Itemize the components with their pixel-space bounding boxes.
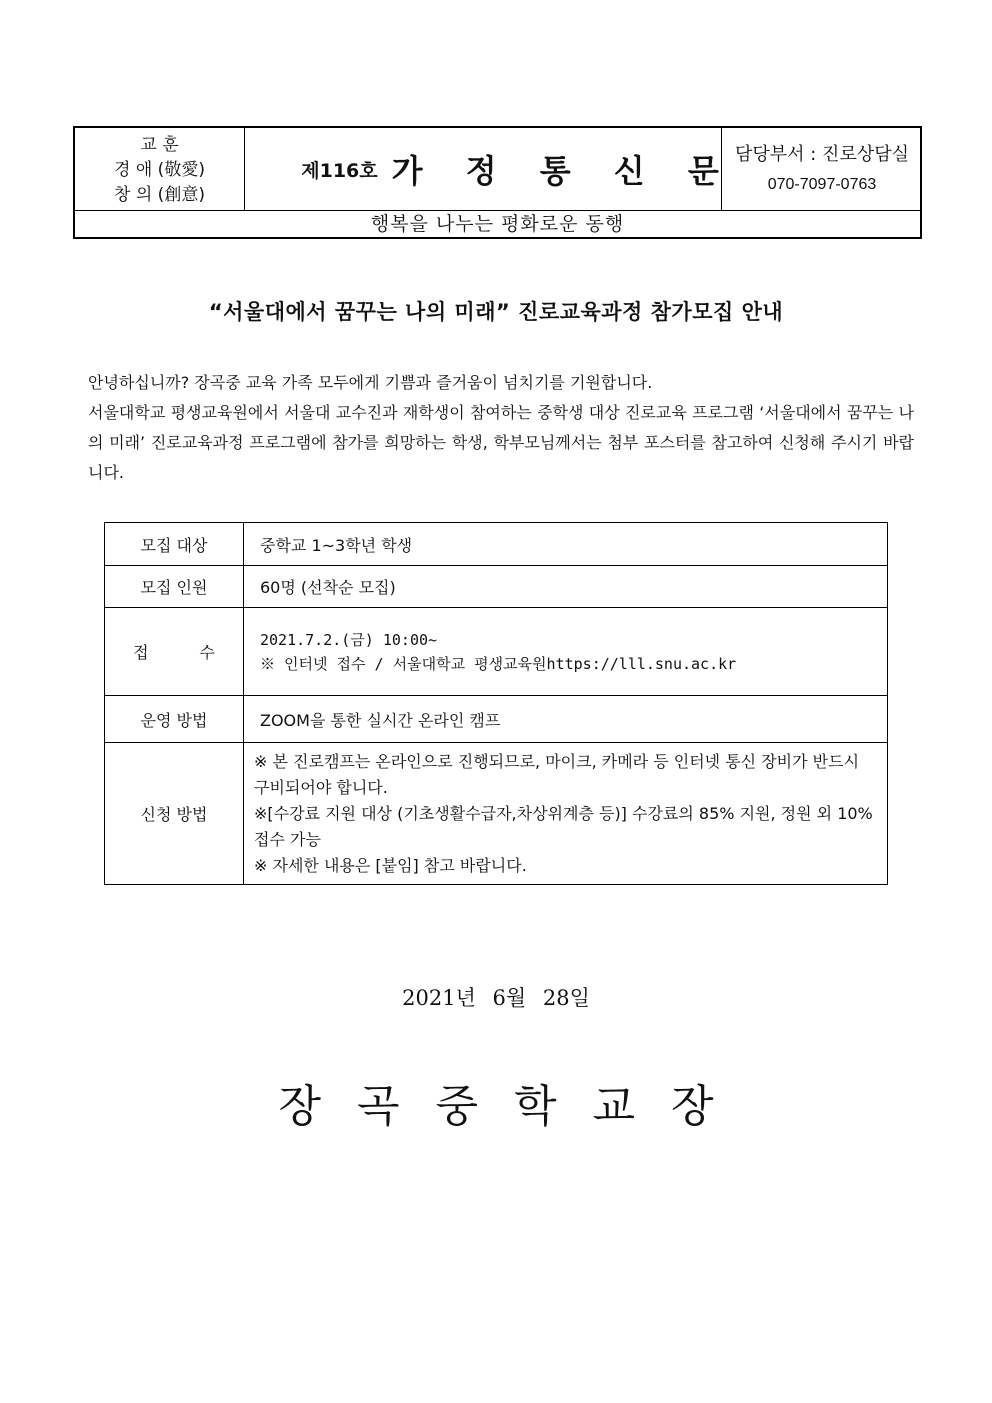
- issue-date: 2021년 6월 28일: [402, 986, 590, 1010]
- table-row: [105, 696, 888, 743]
- table-row: [105, 608, 888, 696]
- count-value: 60명 (선착순 모집): [244, 566, 888, 608]
- receipt-value: [244, 608, 888, 696]
- motto-line-1: 경 애 (敬愛): [114, 160, 205, 180]
- newsletter-header: [73, 126, 922, 239]
- table-row: [105, 523, 888, 566]
- department-info: [721, 128, 922, 210]
- receipt-date: 2021.7.2.(금) 10:00~: [260, 630, 438, 649]
- newsletter-title: 가 정 통 신 문: [391, 152, 735, 190]
- department-name: 담당부서 : 진로상담실: [735, 144, 909, 165]
- apply-line-1: ※ 본 진로캠프는 온라인으로 진행되므로, 마이크, 카메라 등 인터넷 통신 장비가 반드시 구비되어야 합니다.: [254, 751, 860, 797]
- table-row: [105, 743, 888, 885]
- target-label: 모집 대상: [105, 523, 244, 566]
- table-row: [105, 566, 888, 608]
- target-value: 중학교 1~3학년 학생: [244, 523, 888, 566]
- school-slogan: 행복을 나누는 평화로운 동행: [75, 210, 920, 237]
- body-text: [88, 368, 914, 488]
- receipt-label: 접 수: [105, 608, 244, 696]
- apply-value: [244, 743, 888, 885]
- motto-heading: 교 훈: [140, 135, 179, 155]
- motto-line-2: 창 의 (創意): [114, 185, 205, 205]
- apply-line-2: ※[수강료 지원 대상 (기초생활수급자,차상위계층 등)] 수강료의 85% 지원, 정원 외 10% 접수 가능: [254, 803, 873, 849]
- school-motto: [75, 128, 245, 210]
- count-label: 모집 인원: [105, 566, 244, 608]
- issue-number: 제116호: [301, 159, 378, 182]
- operation-value: ZOOM을 통한 실시간 온라인 캠프: [244, 696, 888, 743]
- operation-label: 운영 방법: [105, 696, 244, 743]
- greeting-paragraph: 안녕하십니까? 장곡중 교육 가족 모두에게 기쁨과 즐거움이 넘치기를 기원합니다.: [88, 373, 653, 392]
- recruitment-table: [104, 522, 888, 885]
- department-phone: 070-7097-0763: [767, 176, 877, 193]
- title-cell: [245, 128, 791, 210]
- apply-label: 신청 방법: [105, 743, 244, 885]
- principal-signature: 장곡중학교장: [278, 1081, 750, 1132]
- apply-line-3: ※ 자세한 내용은 [붙임] 참고 바랍니다.: [254, 855, 527, 875]
- program-paragraph: 서울대학교 평생교육원에서 서울대 교수진과 재학생이 참여하는 중학생 대상 진로교육 프로그램 ‘서울대에서 꿈꾸는 나의 미래’ 진로교육과정 프로그램에 참가를 희망하는 학생, 학부모님께서는 첨부 포스터를 참고하여 신청해 주시기 바랍니다.: [88, 403, 914, 482]
- receipt-method: ※ 인터넷 접수 / 서울대학교 평생교육원https://lll.snu.ac.kr: [260, 654, 737, 673]
- document-title: “서울대에서 꿈꾸는 나의 미래” 진로교육과정 참가모집 안내: [208, 300, 784, 324]
